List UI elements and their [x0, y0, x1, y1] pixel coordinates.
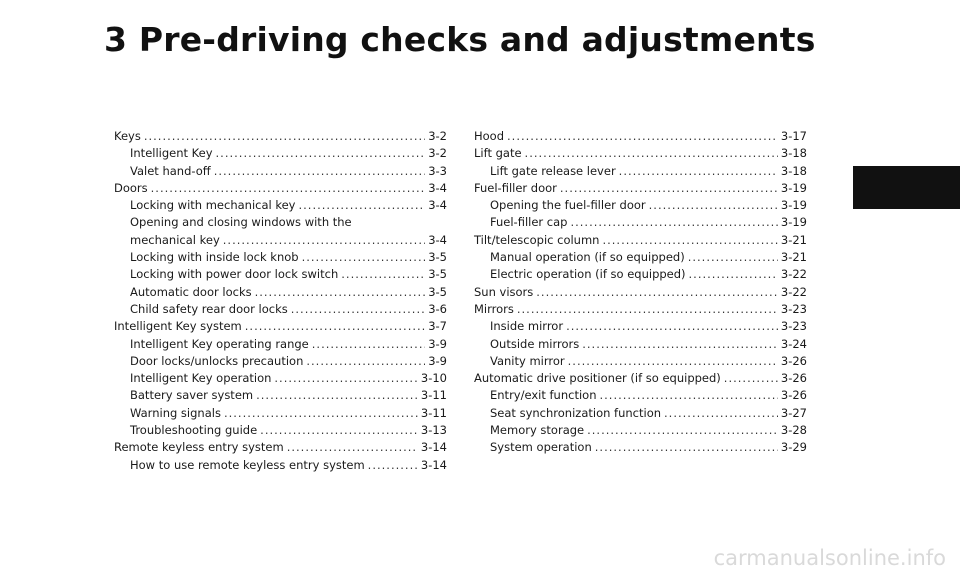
toc-subsection-entry[interactable]	[114, 284, 447, 301]
toc-entry-label: Entry/exit function	[490, 388, 597, 403]
toc-subsection-entry[interactable]	[114, 145, 447, 162]
dot-leader	[223, 232, 425, 249]
toc-entry-label: How to use remote keyless entry system	[130, 457, 365, 472]
toc-page-number: 3-9	[428, 353, 447, 368]
chapter-title: 3 Pre-driving checks and adjustments	[104, 20, 816, 59]
toc-page-number: 3-6	[428, 301, 447, 316]
toc-page-number: 3-18	[780, 163, 807, 178]
toc-subsection-entry[interactable]	[474, 422, 807, 439]
toc-page-number: 3-13	[420, 423, 447, 438]
toc-page-number: 3-2	[428, 129, 447, 143]
dot-leader	[507, 128, 778, 145]
toc-entry-label: Fuel-filler cap	[490, 215, 568, 230]
toc-subsection-entry[interactable]	[474, 318, 807, 335]
toc-page-number: 3-19	[780, 215, 807, 230]
toc-subsection-entry[interactable]	[114, 249, 447, 266]
toc-entry-label: Troubleshooting guide	[130, 423, 258, 438]
dot-leader	[649, 197, 778, 214]
toc-entry-label: Automatic drive positioner (if so equipped)	[474, 371, 721, 386]
dot-leader	[274, 370, 417, 387]
dot-leader	[260, 422, 418, 439]
toc-entry-label: Tilt/telescopic column	[474, 232, 600, 247]
toc-entry-label: Sun visors	[474, 284, 534, 299]
toc-subsection-entry[interactable]	[474, 439, 807, 456]
toc-section-entry[interactable]	[474, 232, 807, 249]
toc-subsection-entry[interactable]	[114, 370, 447, 387]
toc-entry-label: Warning signals	[130, 405, 221, 420]
toc-section-entry[interactable]	[474, 370, 807, 387]
toc-entry-label: Vanity mirror	[490, 353, 565, 368]
toc-section-entry[interactable]	[474, 128, 807, 145]
dot-leader	[245, 318, 425, 335]
toc-subsection-entry[interactable]	[474, 353, 807, 370]
toc-page-number: 3-27	[780, 405, 807, 420]
toc-entry-label: Electric operation (if so equipped)	[490, 267, 686, 282]
toc-subsection-entry[interactable]	[114, 336, 447, 353]
toc-subsection-entry[interactable]	[474, 387, 807, 404]
toc-page-number: 3-28	[780, 423, 807, 438]
toc-page-number: 3-21	[780, 250, 807, 265]
dot-leader	[600, 387, 778, 404]
toc-entry-label: Locking with power door lock switch	[130, 267, 339, 282]
chapter-tab	[853, 166, 960, 209]
dot-leader	[302, 249, 426, 266]
dot-leader	[536, 284, 778, 301]
toc-entry-label: Valet hand-off	[130, 163, 211, 178]
toc-subsection-entry[interactable]	[474, 336, 807, 353]
toc-entry-label: Outside mirrors	[490, 336, 580, 351]
toc-page-number: 3-23	[780, 301, 807, 316]
dot-leader	[287, 439, 418, 456]
toc-page-number: 3-19	[780, 198, 807, 213]
toc-page-number: 3-26	[780, 353, 807, 368]
dot-leader	[525, 145, 778, 162]
toc-entry-label: Intelligent Key	[130, 146, 213, 161]
toc-page-number: 3-4	[428, 232, 447, 247]
dot-leader	[688, 249, 778, 266]
toc-entry-label: Battery saver system	[130, 388, 254, 403]
toc-subsection-entry[interactable]	[474, 405, 807, 422]
toc-page-number: 3-24	[780, 336, 807, 351]
toc-section-entry[interactable]	[114, 439, 447, 456]
toc-section-entry[interactable]	[474, 145, 807, 162]
dot-leader	[255, 284, 426, 301]
toc-page-number: 3-4	[428, 198, 447, 213]
toc-page-number: 3-18	[780, 146, 807, 161]
dot-leader	[570, 214, 777, 231]
toc-entry-label: Automatic door locks	[130, 284, 252, 299]
dot-leader	[144, 128, 425, 145]
toc-entry-label: Doors	[114, 180, 148, 195]
dot-leader	[368, 457, 418, 474]
toc-subsection-entry[interactable]	[474, 163, 807, 180]
toc-subsection-entry[interactable]	[114, 353, 447, 370]
toc-page-number: 3-14	[420, 440, 447, 455]
toc-entry-label: Locking with inside lock knob	[130, 250, 299, 265]
toc-page-number: 3-22	[780, 284, 807, 299]
toc-entry-label: Mirrors	[474, 301, 514, 316]
toc-page-number: 3-5	[428, 267, 447, 282]
toc-page-number: 3-21	[780, 232, 807, 247]
watermark: carmanualsonline.info	[713, 546, 946, 570]
dot-leader	[619, 163, 778, 180]
toc-page-number: 3-19	[780, 180, 807, 195]
toc-entry-label: Intelligent Key operating range	[130, 336, 309, 351]
toc-entry-label: System operation	[490, 440, 592, 455]
toc-section-entry[interactable]	[114, 180, 447, 197]
toc-entry-label: Child safety rear door locks	[130, 301, 288, 316]
toc-page-number: 3-11	[420, 388, 447, 403]
dot-leader	[214, 163, 426, 180]
toc-entry-label: mechanical key	[130, 232, 220, 247]
toc-entry-label: Intelligent Key system	[114, 319, 242, 334]
toc-subsection-entry[interactable]	[474, 266, 807, 283]
dot-leader	[602, 232, 777, 249]
toc-subsection-entry[interactable]	[114, 301, 447, 318]
toc-subsection-entry[interactable]	[114, 422, 447, 439]
dot-leader	[312, 336, 425, 353]
toc-page-number: 3-17	[780, 129, 807, 143]
toc-subsection-entry[interactable]	[114, 214, 447, 249]
toc-subsection-entry[interactable]	[474, 214, 807, 231]
dot-leader	[341, 266, 425, 283]
dot-leader	[689, 266, 778, 283]
toc-subsection-entry[interactable]	[114, 197, 447, 214]
toc-page-number: 3-14	[420, 457, 447, 472]
toc-entry-label: Lift gate	[474, 146, 522, 161]
toc-entry-label: Inside mirror	[490, 319, 564, 334]
toc-subsection-entry[interactable]	[474, 197, 807, 214]
toc-entry-label: Lift gate release lever	[490, 163, 616, 178]
toc-page-number: 3-29	[780, 440, 807, 455]
toc-section-entry[interactable]	[114, 318, 447, 335]
toc-subsection-entry[interactable]	[114, 266, 447, 283]
toc-entry-label: Opening and closing windows with the	[130, 215, 352, 230]
toc-page-number: 3-23	[780, 319, 807, 334]
toc-page-number: 3-4	[428, 180, 447, 195]
toc-page-number: 3-5	[428, 284, 447, 299]
toc-column-left	[114, 128, 447, 474]
toc-page-number: 3-3	[428, 163, 447, 178]
toc-subsection-entry[interactable]	[114, 387, 447, 404]
toc-subsection-entry[interactable]	[114, 457, 447, 474]
toc-entry-label: Memory storage	[490, 423, 585, 438]
dot-leader	[664, 405, 778, 422]
toc-section-entry[interactable]	[474, 301, 807, 318]
toc-entry-label: Seat synchronization function	[490, 405, 662, 420]
toc-page-number: 3-9	[428, 336, 447, 351]
toc-section-entry[interactable]	[114, 128, 447, 145]
toc-page-number: 3-10	[420, 371, 447, 386]
toc-entry-label: Manual operation (if so equipped)	[490, 250, 685, 265]
toc-entry-label: Fuel-filler door	[474, 180, 557, 195]
dot-leader	[299, 197, 426, 214]
toc-entry-label: Hood	[474, 129, 505, 143]
dot-leader	[306, 353, 425, 370]
toc-page-number: 3-5	[428, 250, 447, 265]
toc-entry-label: Locking with mechanical key	[130, 198, 296, 213]
toc-entry-label: Remote keyless entry system	[114, 440, 284, 455]
toc-page-number: 3-11	[420, 405, 447, 420]
toc-entry-label: Opening the fuel-filler door	[490, 198, 646, 213]
toc-entry-label: Keys	[114, 129, 141, 143]
toc-subsection-entry[interactable]	[474, 249, 807, 266]
toc-page-number: 3-2	[428, 146, 447, 161]
dot-leader	[256, 387, 418, 404]
dot-leader	[566, 318, 778, 335]
toc-section-entry[interactable]	[474, 180, 807, 197]
dot-leader	[587, 422, 778, 439]
toc-entry-label: Door locks/unlocks precaution	[130, 353, 304, 368]
dot-leader	[291, 301, 425, 318]
toc-section-entry[interactable]	[474, 284, 807, 301]
toc-subsection-entry[interactable]	[114, 163, 447, 180]
toc-subsection-entry[interactable]	[114, 405, 447, 422]
toc-page-number: 3-7	[428, 319, 447, 334]
dot-leader	[517, 301, 778, 318]
dot-leader	[568, 353, 778, 370]
dot-leader	[151, 180, 426, 197]
toc-entry-label: Intelligent Key operation	[130, 371, 272, 386]
toc-page-number: 3-26	[780, 371, 807, 386]
dot-leader	[724, 370, 778, 387]
toc-page-number: 3-22	[780, 267, 807, 282]
toc-column-right	[474, 128, 807, 457]
toc-page-number: 3-26	[780, 388, 807, 403]
dot-leader	[582, 336, 778, 353]
dot-leader	[595, 439, 778, 456]
dot-leader	[224, 405, 418, 422]
dot-leader	[560, 180, 778, 197]
dot-leader	[216, 145, 426, 162]
